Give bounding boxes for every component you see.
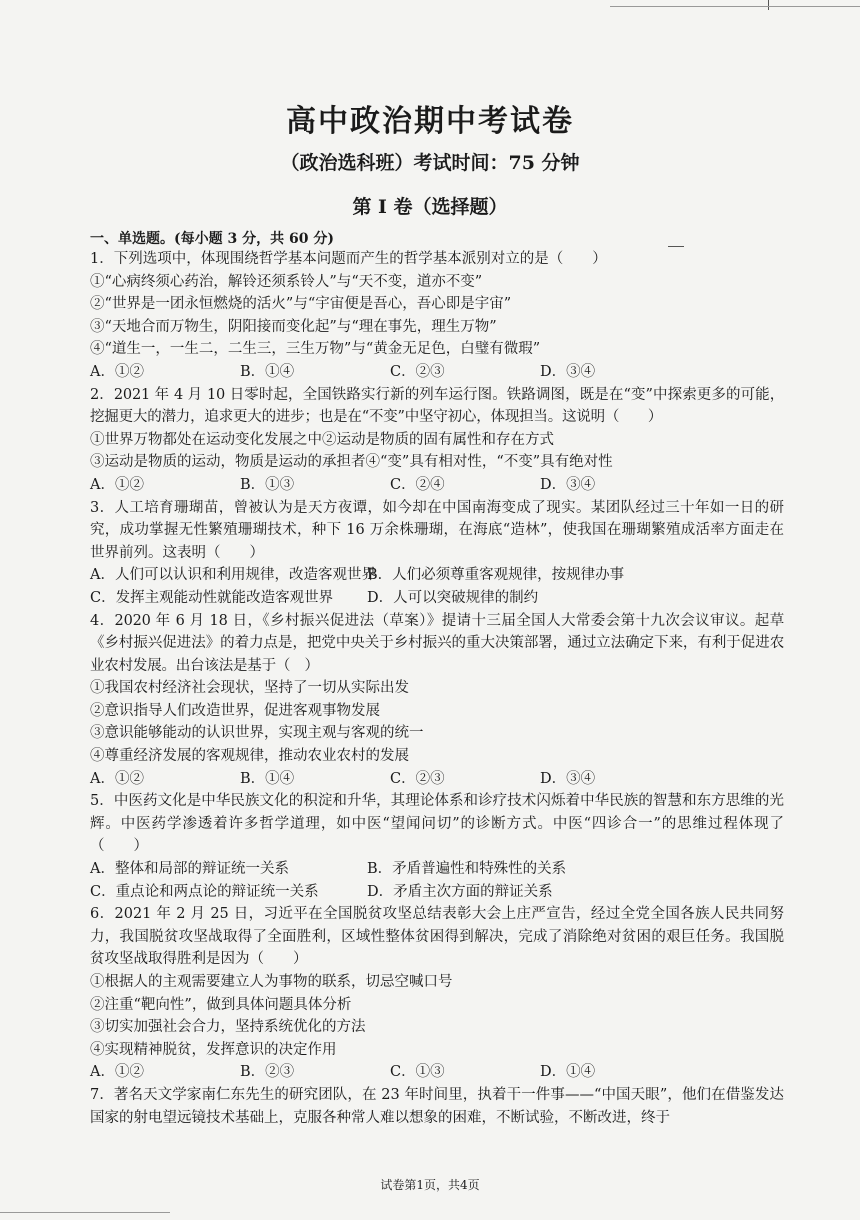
option-a: A．人们可以认识和利用规律，改造客观世界 bbox=[90, 567, 376, 584]
option-b: B．①③ bbox=[240, 476, 295, 493]
answer-options bbox=[90, 474, 784, 497]
statement-item: ④“道生一，一生二，二生三，三生万物”与“黄金无足色，白璧有微瑕” bbox=[90, 341, 541, 358]
option-d: D．人可以突破规律的制约 bbox=[367, 589, 539, 606]
statement-item: ②意识指导人们改造世界，促进客观事物发展 bbox=[90, 702, 380, 719]
answer-options bbox=[90, 564, 784, 587]
statement-item: ①世界万物都处在运动变化发展之中②运动是物质的固有属性和存在方式 bbox=[90, 431, 554, 448]
question-stem: 3．人工培育珊瑚苗，曾被认为是天方夜谭，如今却在中国南海变成了现实。某团队经过三十年如一日的研究，成功掌握无性繁殖珊瑚技术，种下 16 万余株珊瑚，在海底“造林”，使我国在珊瑚繁殖成活率方面走在世界前列。这表明（ ） bbox=[90, 499, 784, 561]
option-b: B．①④ bbox=[240, 363, 295, 380]
question-stem: 1．下列选项中，体现围绕哲学基本问题而产生的哲学基本派别对立的是（ ） bbox=[90, 251, 607, 267]
question-stem: 4．2020 年 6 月 18 日，《乡村振兴促进法（草案）》提请十三届全国人大常委会第十九次会议审议。起草《乡村振兴促进法》的着力点是，把党中央关于乡村振兴的重大决策部署，通过立法确定下来，有利于促进农业农村发展。出台该法是基于（ ） bbox=[90, 612, 784, 674]
statement-item: ②注重“靶向性”，做到具体问题具体分析 bbox=[90, 996, 352, 1013]
statement-item: ①根据人的主观需要建立人为事物的联系，切忌空喊口号 bbox=[90, 974, 453, 990]
question-stem: 6．2021 年 2 月 25 日，习近平在全国脱贫攻坚总结表彰大会上庄严宣告，经过全党全国各族人民共同努力，我国脱贫攻坚战取得了全面胜利，区域性整体贫困得到解决，完成了消除绝对贫困的艰巨任务。我国脱贫攻坚战取得胜利是因为（ ） bbox=[90, 906, 784, 968]
stray-dash bbox=[668, 246, 684, 247]
option-c: C．发挥主观能动性就能改造客观世界 bbox=[90, 589, 334, 606]
statement-item: ①我国农村经济社会现状，坚持了一切从实际出发 bbox=[90, 680, 409, 697]
statement-item: ④尊重经济发展的客观规律，推动农业农村的发展 bbox=[90, 748, 409, 765]
answer-options bbox=[90, 881, 784, 904]
option-c: C．①③ bbox=[390, 1064, 445, 1081]
scan-mark bbox=[768, 0, 769, 10]
scan-mark bbox=[610, 6, 860, 7]
option-a: A．①② bbox=[90, 476, 144, 493]
option-c: C．②③ bbox=[390, 363, 445, 380]
answer-options bbox=[90, 1061, 784, 1084]
option-b: B．①④ bbox=[240, 770, 295, 787]
option-b: B．矛盾普遍性和特殊性的关系 bbox=[367, 861, 567, 878]
option-c: C．②④ bbox=[390, 476, 445, 493]
answer-options bbox=[90, 361, 784, 384]
option-d: D．③④ bbox=[540, 363, 596, 380]
option-b: B．人们必须尊重客观规律，按规律办事 bbox=[367, 567, 625, 584]
question-stem: 7．著名天文学家南仁东先生的研究团队，在 23 年时间里，执着干一件事——“中国天眼”，他们在借鉴发达国家的射电望远镜技术基础上，克服各种常人难以想象的困难，不断试验，不断改进，终于 bbox=[90, 1086, 784, 1126]
statement-item: ①“心病终须心药治，解铃还须系铃人”与“天不变，道亦不变” bbox=[90, 273, 483, 290]
question-list bbox=[90, 248, 784, 1129]
statement-item: ②“世界是一团永恒燃烧的活火”与“宇宙便是吾心，吾心即是宇宙” bbox=[90, 296, 512, 313]
option-d: D．①④ bbox=[540, 1064, 596, 1081]
option-d: D．③④ bbox=[540, 476, 596, 493]
scan-mark bbox=[0, 1212, 170, 1213]
option-d: D．③④ bbox=[540, 770, 596, 787]
answer-options bbox=[90, 768, 784, 791]
answer-options bbox=[90, 587, 784, 610]
statement-item: ③“天地合而万物生，阴阳接而变化起”与“理在事先，理生万物” bbox=[90, 318, 497, 335]
statement-item: ③意识能够能动的认识世界，实现主观与客观的统一 bbox=[90, 725, 424, 742]
part-heading: 第 I 卷（选择题） bbox=[352, 196, 508, 218]
question-stem: 5．中医药文化是中华民族文化的积淀和升华，其理论体系和诊疗技术闪烁着中华民族的智慧和东方思维的光辉。中医药学渗透着许多哲学道理，如中医“望闻问切”的诊断方式。中医“四诊合一”的思维过程体现了（ ） bbox=[90, 793, 784, 855]
option-c: C．重点论和两点论的辩证统一关系 bbox=[90, 883, 319, 900]
option-a: A．①② bbox=[90, 1064, 144, 1081]
answer-options bbox=[90, 858, 784, 881]
option-a: A．①② bbox=[90, 363, 144, 380]
statement-item: ④实现精神脱贫，发挥意识的决定作用 bbox=[90, 1041, 337, 1058]
option-c: C．②③ bbox=[390, 770, 445, 787]
option-a: A．①② bbox=[90, 770, 144, 787]
option-a: A．整体和局部的辩证统一关系 bbox=[90, 861, 289, 878]
statement-item: ③运动是物质的运动，物质是运动的承担者④“变”具有相对性，“不变”具有绝对性 bbox=[90, 454, 613, 471]
exam-subtitle: （政治选科班）考试时间：75 分钟 bbox=[280, 152, 580, 174]
exam-title: 高中政治期中考试卷 bbox=[286, 104, 574, 139]
section-heading: 一、单选题。(每小题 3 分，共 60 分) bbox=[90, 231, 334, 247]
option-d: D．矛盾主次方面的辩证关系 bbox=[367, 883, 553, 900]
page-footer: 试卷第1页，共4页 bbox=[380, 1178, 480, 1192]
option-b: B．②③ bbox=[240, 1064, 295, 1081]
statement-item: ③切实加强社会合力，坚持系统优化的方法 bbox=[90, 1019, 366, 1036]
question-stem: 2．2021 年 4 月 10 日零时起，全国铁路实行新的列车运行图。铁路调图，既是在“变”中探索更多的可能，挖掘更大的潜力，追求更大的进步；也是在“不变”中坚守初心，体现担当。这说明（ ） bbox=[90, 386, 784, 426]
